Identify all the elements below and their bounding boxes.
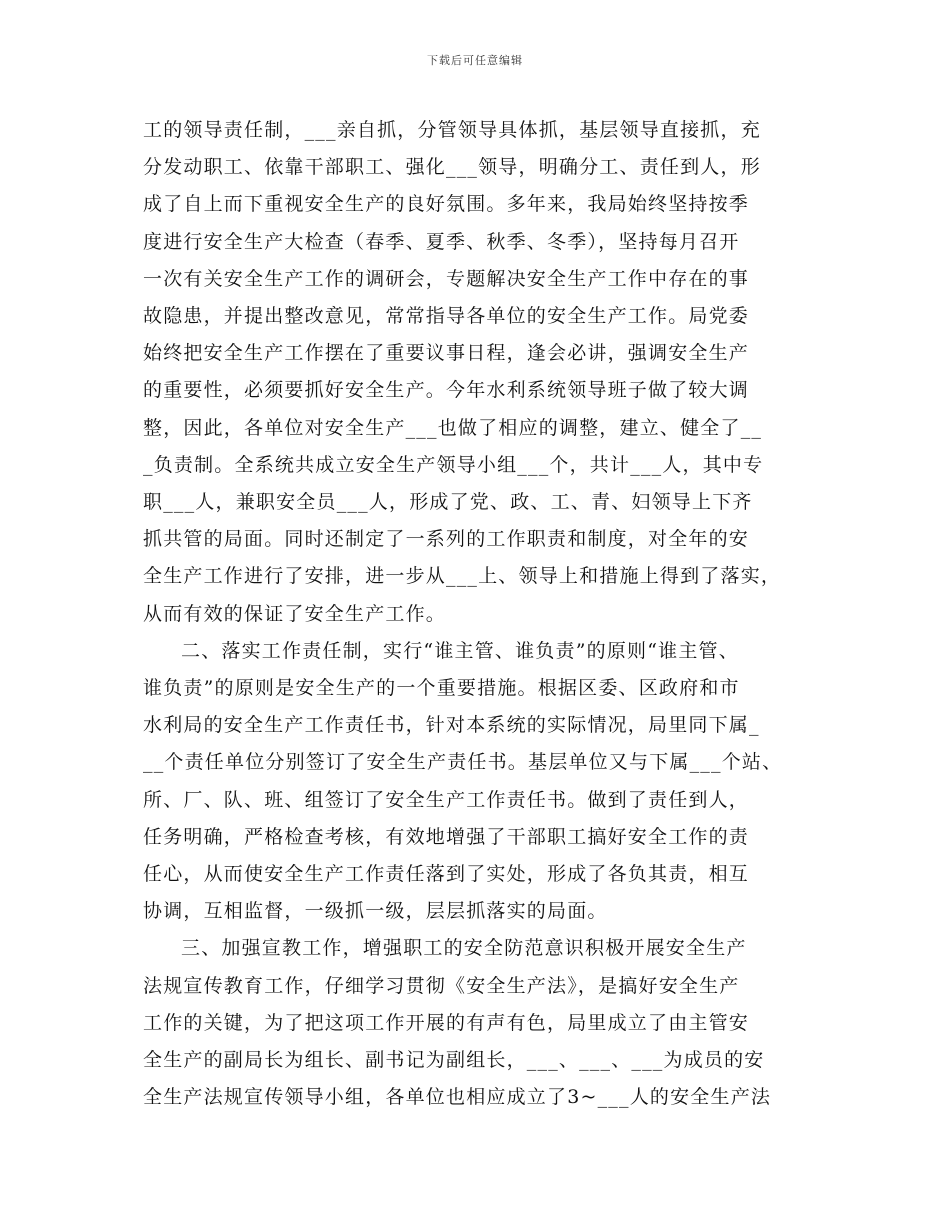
text-line: 水利局的安全生产工作责任书，针对本系统的实际情况，局里同下属_	[143, 714, 760, 737]
text-line: 故隐患，并提出整改意见，常常指导各单位的安全生产工作。局党委	[143, 305, 750, 328]
text-line: 成了自上而下重视安全生产的良好氛围。多年来，我局始终坚持按季	[143, 193, 750, 216]
text-line: 全生产工作进行了安排，进一步从___上、领导上和措施上得到了落实，	[143, 565, 782, 588]
text-line: 工的领导责任制，___亲自抓，分管领导具体抓，基层领导直接抓，充	[143, 119, 761, 141]
document-body	[143, 112, 813, 1116]
paragraph-1	[143, 112, 813, 633]
text-line: 抓共管的局面。同时还制定了一系列的工作职责和制度，对全年的安	[143, 528, 750, 551]
paragraph-2	[143, 633, 813, 931]
text-line: 一次有关安全生产工作的调研会，专题解决安全生产工作中存在的事	[143, 267, 750, 290]
page-header: 下载后可任意编辑	[427, 54, 523, 67]
text-line: 全生产的副局长为组长、副书记为副组长，___、___、___为成员的安	[143, 1049, 765, 1072]
text-line: 始终把安全生产工作摆在了重要议事日程，逢会必讲，强调安全生产	[143, 342, 750, 365]
text-line: _负责制。全系统共成立安全生产领导小组___个，共计___人，其中专	[143, 453, 764, 476]
text-line: 所、厂、队、班、组签订了安全生产工作责任书。做到了责任到人，	[143, 788, 750, 811]
text-line: 谁负责”的原则是安全生产的一个重要措施。根据区委、区政府和市	[143, 677, 740, 700]
paragraph-3	[143, 930, 813, 1116]
text-line: 整，因此，各单位对安全生产___也做了相应的调整，建立、健全了__	[143, 416, 763, 439]
text-line: 职___人，兼职安全员___人，形成了党、政、工、青、妇领导上下齐	[143, 491, 753, 514]
text-line: 分发动职工、依靠干部职工、强化___领导，明确分工、责任到人，形	[143, 156, 761, 179]
text-line: 三、加强宣教工作，增强职工的安全防范意识积极开展安全生产	[181, 937, 747, 960]
text-line: 二、落实工作责任制，实行“谁主管、谁负责”的原则“谁主管、	[181, 639, 739, 662]
text-line: 全生产法规宣传领导小组，各单位也相应成立了3~___人的安全生产法	[143, 1086, 772, 1109]
text-line: 协调，互相监督，一级抓一级，层层抓落实的局面。	[143, 900, 608, 923]
text-line: 工作的关键，为了把这项工作开展的有声有色，局里成立了由主管安	[143, 1011, 750, 1034]
text-line: 任心，从而使安全生产工作责任落到了实处，形成了各负其责，相互	[143, 863, 750, 886]
text-line: 从而有效的保证了安全生产工作。	[143, 602, 447, 625]
text-line: 法规宣传教育工作，仔细学习贯彻《安全生产法》，是搞好安全生产	[143, 974, 740, 997]
text-line: 的重要性，必须要抓好安全生产。今年水利系统领导班子做了较大调	[143, 379, 750, 402]
text-line: 度进行安全生产大检查（春季、夏季、秋季、冬季），坚持每月召开	[143, 230, 740, 253]
text-line: __个责任单位分别签订了安全生产责任书。基层单位又与下属___个站、	[143, 751, 783, 774]
text-line: 任务明确，严格检查考核，有效地增强了干部职工搞好安全工作的责	[143, 825, 750, 848]
